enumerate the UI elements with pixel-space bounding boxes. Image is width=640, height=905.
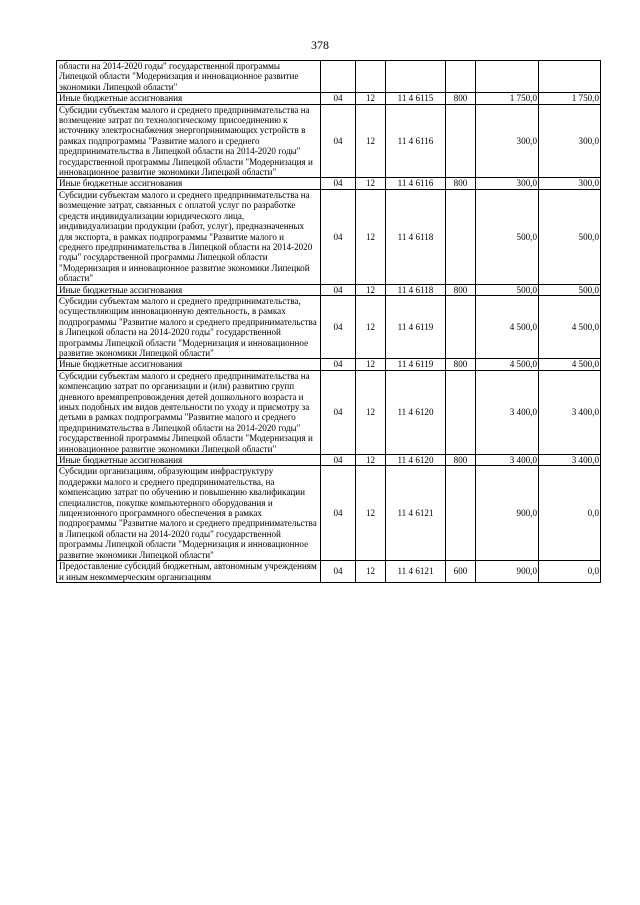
row-amount-2: 3 400,0 [539, 370, 601, 454]
row-amount-1: 4 500,0 [476, 295, 539, 358]
row-subsection: 12 [356, 284, 386, 295]
row-expense-type: 800 [446, 93, 476, 104]
row-expense-type: 800 [446, 455, 476, 466]
row-target-article: 11 4 6116 [386, 178, 446, 189]
row-section: 04 [321, 189, 356, 284]
row-name: Субсидии субъектам малого и среднего предпринимательства, осуществляющим инновационную деятельность, в рамках подпрограммы "Развитие малого и среднего предпринимательства в Липецкой области на 2014-2020 годы" государственной программы Липецкой области "Модернизация и инновационное развитие экономики Липецкой области" [57, 295, 321, 358]
row-amount-2: 0,0 [539, 561, 601, 583]
row-subsection: 12 [356, 359, 386, 370]
row-subsection: 12 [356, 178, 386, 189]
row-expense-type [446, 104, 476, 178]
row-amount-1: 900,0 [476, 466, 539, 561]
row-name: Иные бюджетные ассигнования [57, 178, 321, 189]
row-target-article: 11 4 6121 [386, 466, 446, 561]
row-expense-type [446, 295, 476, 358]
row-expense-type: 800 [446, 284, 476, 295]
row-amount-1: 300,0 [476, 178, 539, 189]
row-expense-type [446, 466, 476, 561]
row-amount-1 [476, 61, 539, 93]
row-expense-type: 800 [446, 178, 476, 189]
row-subsection: 12 [356, 189, 386, 284]
table-row [57, 455, 601, 466]
table-row [57, 284, 601, 295]
row-amount-2: 3 400,0 [539, 455, 601, 466]
row-subsection: 12 [356, 561, 386, 583]
row-name: Иные бюджетные ассигнования [57, 455, 321, 466]
row-amount-2 [539, 61, 601, 93]
row-section: 04 [321, 466, 356, 561]
row-subsection: 12 [356, 104, 386, 178]
row-amount-2: 500,0 [539, 189, 601, 284]
table-row [57, 359, 601, 370]
table-row [57, 561, 601, 583]
row-target-article: 11 4 6121 [386, 561, 446, 583]
row-amount-2: 0,0 [539, 466, 601, 561]
budget-table [56, 60, 601, 583]
row-section: 04 [321, 561, 356, 583]
row-name: Субсидии субъектам малого и среднего предпринимательства на компенсацию затрат по организации и (или) развитию групп дневного времяпрепровождения детей дошкольного возраста и иных подобных им видов деятельности по уходу и присмотру за детьми в рамках подпрограммы "Развитие малого и среднего предпринимательства в Липецкой области на 2014-2020 годы" государственной программы Липецкой области "Модернизация и инновационное развитие экономики Липецкой области" [57, 370, 321, 454]
row-target-article: 11 4 6118 [386, 284, 446, 295]
row-name: Субсидии организациям, образующим инфраструктуру поддержки малого и среднего предпринимательства, на компенсацию затрат по обучению и повышению квалификации специалистов, покупке компьютерного оборудования и лицензионного программного обеспечения в рамках подпрограммы "Развитие малого и среднего предпринимательства в Липецкой области на 2014-2020 годы" государственной программы Липецкой области "Модернизация и инновационное развитие экономики Липецкой области" [57, 466, 321, 561]
row-section: 04 [321, 359, 356, 370]
row-name: Субсидии субъектам малого и среднего предпринимательства на возмещение затрат, связанных с оплатой услуг по разработке средств индивидуализации юридического лица, индивидуализации продукции (работ, услуг), предназначенных для экспорта, в рамках подпрограммы "Развитие малого и среднего предпринимательства в Липецкой области на 2014-2020 годы" государственной программы Липецкой области "Модернизация и инновационное развитие экономики Липецкой области" [57, 189, 321, 284]
row-subsection [356, 61, 386, 93]
row-name: Иные бюджетные ассигнования [57, 93, 321, 104]
row-section: 04 [321, 370, 356, 454]
row-target-article: 11 4 6119 [386, 295, 446, 358]
row-name: Субсидии субъектам малого и среднего предпринимательства на возмещение затрат по технологическому присоединению к источнику электроснабжения энергопринимающих устройств в рамках подпрограммы "Развитие малого и среднего предпринимательства в Липецкой области на 2014-2020 годы" государственной программы Липецкой области "Модернизация и инновационное развитие экономики Липецкой области" [57, 104, 321, 178]
row-amount-2: 500,0 [539, 284, 601, 295]
table-row [57, 370, 601, 454]
row-amount-1: 500,0 [476, 189, 539, 284]
row-amount-1: 4 500,0 [476, 359, 539, 370]
row-section: 04 [321, 455, 356, 466]
row-section: 04 [321, 178, 356, 189]
table-row [57, 104, 601, 178]
page-number: 378 [311, 38, 329, 52]
row-expense-type: 600 [446, 561, 476, 583]
row-amount-1: 1 750,0 [476, 93, 539, 104]
row-amount-2: 1 750,0 [539, 93, 601, 104]
row-amount-1: 3 400,0 [476, 370, 539, 454]
row-subsection: 12 [356, 93, 386, 104]
row-section: 04 [321, 104, 356, 178]
table-row [57, 189, 601, 284]
row-amount-2: 300,0 [539, 104, 601, 178]
table-row [57, 93, 601, 104]
row-expense-type [446, 370, 476, 454]
row-target-article [386, 61, 446, 93]
row-amount-1: 500,0 [476, 284, 539, 295]
row-amount-1: 3 400,0 [476, 455, 539, 466]
table-row [57, 466, 601, 561]
row-subsection: 12 [356, 370, 386, 454]
row-name: Иные бюджетные ассигнования [57, 359, 321, 370]
row-amount-2: 300,0 [539, 178, 601, 189]
row-amount-1: 300,0 [476, 104, 539, 178]
row-target-article: 11 4 6120 [386, 455, 446, 466]
row-section: 04 [321, 295, 356, 358]
row-amount-2: 4 500,0 [539, 359, 601, 370]
table-row [57, 295, 601, 358]
table-row [57, 61, 601, 93]
row-subsection: 12 [356, 455, 386, 466]
row-target-article: 11 4 6119 [386, 359, 446, 370]
row-subsection: 12 [356, 295, 386, 358]
row-expense-type [446, 61, 476, 93]
row-target-article: 11 4 6115 [386, 93, 446, 104]
row-expense-type [446, 189, 476, 284]
table-row [57, 178, 601, 189]
budget-table-body [57, 61, 601, 583]
row-target-article: 11 4 6118 [386, 189, 446, 284]
row-target-article: 11 4 6116 [386, 104, 446, 178]
row-amount-2: 4 500,0 [539, 295, 601, 358]
row-section: 04 [321, 284, 356, 295]
row-section [321, 61, 356, 93]
row-name: Предоставление субсидий бюджетным, автономным учреждениям и иным некоммерческим организациям [57, 561, 321, 583]
row-name: области на 2014-2020 годы" государственной программы Липецкой области "Модернизация и инновационное развитие экономики Липецкой области" [57, 61, 321, 93]
row-target-article: 11 4 6120 [386, 370, 446, 454]
row-amount-1: 900,0 [476, 561, 539, 583]
row-name: Иные бюджетные ассигнования [57, 284, 321, 295]
row-subsection: 12 [356, 466, 386, 561]
row-expense-type: 800 [446, 359, 476, 370]
row-section: 04 [321, 93, 356, 104]
